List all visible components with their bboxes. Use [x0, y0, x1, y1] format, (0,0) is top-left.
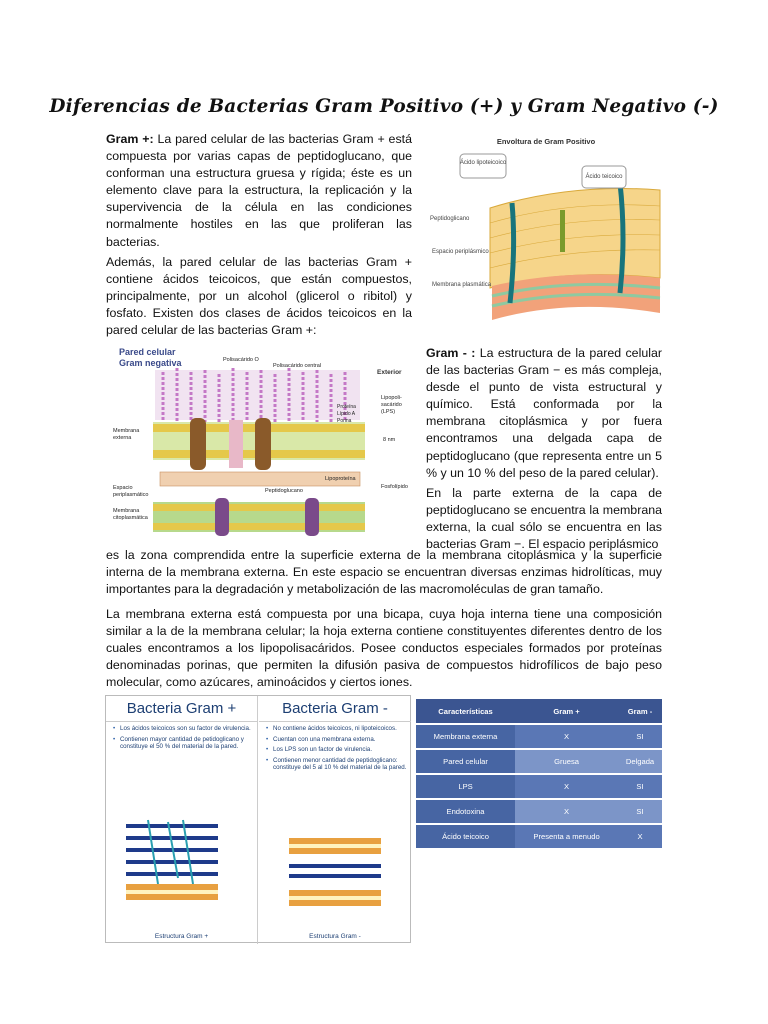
label-espacio-2: periplasmático: [113, 492, 149, 498]
gram-negative-bullet: • Contienen menor cantidad de peptidoglicano: constituye del 5 al 10 % del material de la pared.: [259, 757, 411, 772]
gram-negative-lead: Gram - :: [426, 346, 476, 360]
gram-positive-structure-diagram: [108, 814, 258, 914]
label-espacio: Espacio periplásmico: [432, 249, 489, 255]
fig-neg-title-2: Gram negativa: [119, 358, 182, 368]
comparison-figure: [105, 695, 411, 943]
gram-negative-wall-figure: [105, 342, 415, 542]
gram-negative-bullet: • Cuentan con una membrana externa.: [259, 736, 411, 744]
label-membrana-externa-2: externa: [113, 435, 132, 441]
table-cell: Gruesa: [515, 750, 618, 773]
page-title: Diferencias de Bacterias Gram Positivo (+) y Gram Negativo (-): [49, 96, 719, 117]
label-membrana: Membrana plasmática: [432, 282, 492, 288]
gram-negative-structure-caption: Estructura Gram -: [309, 933, 361, 940]
label-fosfolipido: Fosfolípido: [381, 484, 408, 490]
gram-positive-heading: Bacteria Gram +: [106, 696, 257, 722]
table-cell: Presenta a menudo: [515, 825, 618, 848]
table-header-cell: Gram +: [515, 699, 618, 723]
label-membrana-cito-2: citoplasmática: [113, 515, 148, 521]
table-row: [416, 800, 662, 823]
label-lps-1: Lipopoli-: [381, 395, 402, 401]
table-cell: X: [618, 825, 662, 848]
fig-neg-title-1: Pared celular: [119, 347, 176, 357]
label-acido-teicoico: Ácido teicoico: [585, 174, 623, 180]
label-8nm: 8 nm: [383, 437, 396, 443]
table-header-cell: Características: [416, 699, 515, 723]
gram-negative-bullet: • No contiene ácidos teicoicos, ni lipoteicoicos.: [259, 725, 411, 733]
paragraph-gram-positive: [106, 131, 412, 251]
gram-negative-heading: Bacteria Gram -: [259, 696, 411, 722]
table-cell: LPS: [416, 775, 515, 798]
label-exterior: Exterior: [377, 369, 402, 376]
label-lps-2: sacárido: [381, 402, 402, 408]
table-row: [416, 775, 662, 798]
label-lipoproteina: Lipoproteína: [325, 476, 356, 482]
paragraph-gram-negative: [426, 345, 662, 482]
paragraph-membrane-composition: La membrana externa está compuesta por una bicapa, cuya hoja interna tiene una composición similar a la de la membrana celular; la hoja externa contiene constituyentes diferentes dentro de los cuales encontramos a los lipopolisacáridos. Posee conductos especiales formados por proteínas denominadas porinas, que permiten la difusión pasiva de compuestos hidrofílicos de bajo peso molecular, como azúcares, aminoácidos y ciertos iones.: [106, 607, 662, 690]
gram-positive-lead: Gram +:: [106, 132, 154, 146]
gram-negative-bullet: • Los LPS son un factor de virulencia.: [259, 746, 411, 754]
table-cell: SI: [618, 725, 662, 748]
table-cell: Membrana externa: [416, 725, 515, 748]
table-cell: Ácido teicoico: [416, 825, 515, 848]
label-proteina: Proteína: [337, 404, 356, 410]
gram-negative-structure-diagram: [261, 830, 411, 920]
table-cell: X: [515, 775, 618, 798]
label-polisacarido-central: Polisacárido central: [273, 363, 321, 369]
label-peptidoglucano: Peptidoglucano: [265, 488, 303, 494]
table-cell: Endotoxina: [416, 800, 515, 823]
gram-positive-structure-caption: Estructura Gram +: [154, 933, 209, 940]
table-row: [416, 725, 662, 748]
table-cell: X: [515, 800, 618, 823]
table-cell: X: [515, 725, 618, 748]
label-peptidoglicano: Peptidoglicano: [430, 216, 470, 222]
label-polisacarido-o: Polisacárido O: [223, 357, 259, 363]
label-espacio-1: Espacio: [113, 485, 133, 491]
table-cell: SI: [618, 775, 662, 798]
label-membrana-cito-1: Membrana: [113, 508, 140, 514]
table-header-row: [416, 699, 662, 723]
table-row: [416, 750, 662, 773]
label-membrana-externa-1: Membrana: [113, 428, 140, 434]
table-header-cell: Gram -: [618, 699, 662, 723]
gram-positive-text: La pared celular de las bacterias Gram + está compuesta por varias capas de peptidoglucano, que conforman una estructura gruesa y rígida; éste es un elemento clave para la estructura, la replicación y la supervivencia de la célula en las condiciones normalmente hostiles en las que proliferan las bacterias.: [106, 132, 412, 249]
label-acido-lipoteicoico: Ácido lipoteicoico: [459, 160, 507, 166]
paragraph-teichoic: Además, la pared celular de las bacterias Gram + contiene ácidos teicoicos, que están compuestos, principalmente, por un alcohol (glicerol o ribitol) y fosfato. Existen dos clases de ácidos teicoicos en la pared celular de las bacterias Gram +:: [106, 255, 412, 338]
gram-positive-bullet: • Los ácidos teicoicos son su factor de virulencia.: [106, 725, 257, 733]
table-row: [416, 825, 662, 848]
table-cell: SI: [618, 800, 662, 823]
comparison-table: [416, 697, 662, 850]
paragraph-outer-membrane-intro: En la parte externa de la capa de peptidoglucano se encuentra la membrana externa, la cual sólo se encuentra en las bacterias Gram −. El espacio periplásmico: [426, 486, 662, 552]
label-porina: Porina: [337, 418, 352, 424]
paragraph-periplasmic: es la zona comprendida entre la superficie externa de la membrana citoplásmica y la superficie interna de la membrana externa. En este espacio se encuentran diversas enzimas hidrolíticas, muy importantes para la degradación y metabolización de las macromoléculas de gran tamaño.: [106, 548, 662, 597]
label-lps-3: (LPS): [381, 409, 396, 415]
label-lipido-a: Lípido A: [337, 411, 356, 417]
gram-positive-bullet: • Contienen mayor cantidad de petidoglicano y constituye el 50 % del material de la pared.: [106, 736, 257, 751]
gram-positive-envelope-figure: [420, 128, 666, 328]
table-cell: Delgada: [618, 750, 662, 773]
table-cell: Pared celular: [416, 750, 515, 773]
gram-positive-column: [106, 696, 258, 944]
gram-negative-text: La estructura de la pared celular de las bacterias Gram − es más compleja, desde el punto de vista estructural y químico. Está conformada por la membrana citoplásmica y por fuera encontramos una delgada capa de peptidoglucano (que representa entre un 5 % y un 10 % del peso de la pared celular).: [426, 346, 662, 480]
gram-negative-column: [259, 696, 411, 944]
fig-pos-title: Envoltura de Gram Positivo: [496, 137, 596, 146]
